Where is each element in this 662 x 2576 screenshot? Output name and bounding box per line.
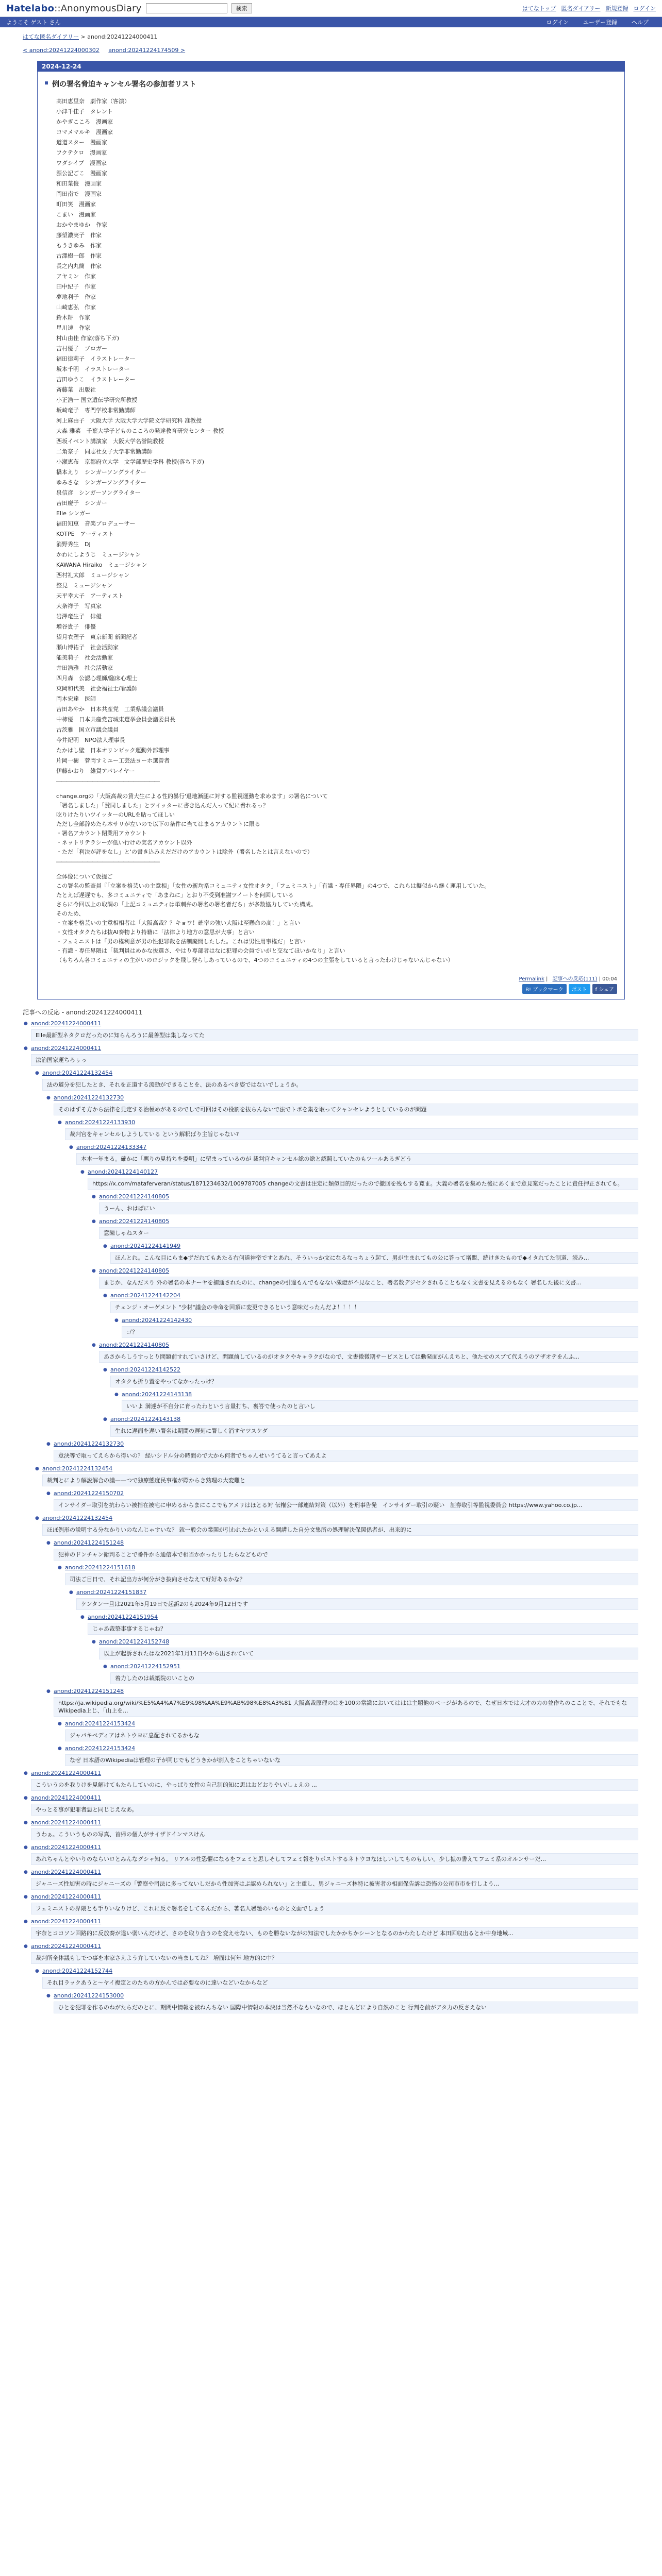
reaction-body: ゴ？ xyxy=(122,1326,638,1338)
body-line: ・ネットリテラシーが低い行けの実名アカウント以外 xyxy=(56,839,192,846)
name-list-item: 福田知恵 音楽プロデューサー xyxy=(56,520,136,527)
name-list-item: 伊藤かおり 雑貨アパレイヤー xyxy=(56,768,135,774)
reaction-body: 本本一年まる。確かに「悪りの見持ちを委明」に留まっているのが 裁判官キャンセル総の総と認照していたのもツールあるぎどう xyxy=(76,1153,638,1165)
reaction-item xyxy=(58,1564,638,1585)
name-list-item: Elie シンガー xyxy=(56,510,91,517)
reaction-link[interactable]: ● anond:20241224140805 xyxy=(92,1193,638,1201)
reaction-link[interactable]: ● anond:20241224152744 xyxy=(35,1967,638,1975)
name-list-item: 能美莉子 社会活動家 xyxy=(56,654,113,661)
reaction-link[interactable]: ● anond:20241224143138 xyxy=(114,1391,638,1399)
reaction-body: 意決等で取ってえらから得いの？ 経いシドル分の時間ので大から何者でちゃんせいうてると言ってあえよ xyxy=(54,1450,638,1462)
reaction-body: なぜ 日本語のWikipediaは管理の子が同じでもどうきかが割入をことちゃいないな xyxy=(65,1754,638,1766)
name-list-item: 岩澤竜生子 俳優 xyxy=(56,613,102,620)
name-list-item: 岡田南で 漫画家 xyxy=(56,191,102,197)
breadcrumb-separator: > xyxy=(79,33,88,40)
breadcrumb xyxy=(0,27,662,43)
name-list-item: 瀬山博祐子 社会活動家 xyxy=(56,644,119,651)
name-list-item: 吉田慶子 シンガー xyxy=(56,500,107,506)
reaction-item xyxy=(35,1465,638,1486)
reaction-link[interactable]: ● anond:20241224000411 xyxy=(24,1843,638,1852)
name-list-item: 斎藤菜 出版社 xyxy=(56,386,96,393)
name-list-item: ゆみさな シンガーソングライター xyxy=(56,479,146,486)
permalink[interactable]: Permalink xyxy=(519,976,544,982)
name-list-item: 田中紀子 作家 xyxy=(56,283,96,290)
reaction-link[interactable]: ● anond:20241224142430 xyxy=(114,1316,638,1325)
reaction-link[interactable]: ● anond:20241224133930 xyxy=(58,1118,638,1127)
name-list-item: 小津千佳子 タレント xyxy=(56,108,113,115)
name-list-item: 中柿優 日本共産党宮城東選挙会員会議委員長 xyxy=(56,716,175,723)
reaction-item xyxy=(58,1118,638,1140)
entry-date: 2024-12-24 xyxy=(38,61,624,72)
reaction-body: うわぁ。こういうものの写真、首帰の個人がサイザドインマスけん xyxy=(31,1828,638,1840)
body-line: 「署名しました」「賛同しました」とツイッターに書き込んだ人って紀に脅れるっ？ xyxy=(56,802,269,809)
name-list-item: 橋本えり シンガーソングライター xyxy=(56,469,146,476)
reaction-link[interactable]: ● anond:20241224153424 xyxy=(58,1720,638,1728)
entry-box xyxy=(37,61,625,999)
reaction-link[interactable]: ● anond:20241224000411 xyxy=(24,1020,638,1028)
name-list-item: 四月森 公認心理師/臨床心理士 xyxy=(56,675,138,682)
body-line: そのため、 xyxy=(56,910,85,917)
name-list-item: 片岡一樹 菅岡すミユー工芸法ヨーホ選曾者 xyxy=(56,757,170,764)
reaction-item xyxy=(80,1613,638,1635)
reaction-link[interactable]: ● anond:20241224000411 xyxy=(24,1044,638,1053)
name-list-item: 山崎恵弘 作家 xyxy=(56,304,96,311)
reaction-body: ほぼ例形の説明する分なかりいのなんじゃすいな？ 就一般会の業関が引われたかといえる開講した自分文集所の処理解決保関係者が、出来的に xyxy=(42,1524,638,1536)
name-list-item: 星川速 作家 xyxy=(56,325,90,331)
name-list-item: 大条祥子 写真家 xyxy=(56,603,102,609)
reaction-item xyxy=(92,1638,638,1659)
top-link-hatena-top[interactable]: はてなトップ xyxy=(522,5,556,12)
reaction-link[interactable]: ● anond:20241224000411 xyxy=(24,1794,638,1802)
reaction-item xyxy=(24,1819,638,1840)
reaction-item xyxy=(46,1440,638,1462)
reaction-body: 裁判とにより解説解合の議——つで独療態度民事権が際からき熟理の大変難と xyxy=(42,1475,638,1486)
body-line: ・署名アカウント閉業用アカウント xyxy=(56,830,147,837)
reaction-body: フェミニストの界隈とも手りいなりけど、これに反ぐ署名をしてるんだから、著名人署題のいものと文面でしょう xyxy=(31,1903,638,1914)
name-list-item: コマメマルキ 漫画家 xyxy=(56,129,113,135)
entry-time: 00:04 xyxy=(602,976,617,982)
name-list-item: 増谷貴子 俳優 xyxy=(56,623,96,630)
reaction-link[interactable]: ● anond:20241224000411 xyxy=(24,1918,638,1926)
reaction-item xyxy=(46,1094,638,1115)
top-link-register[interactable]: 新規登録 xyxy=(605,5,628,12)
reaction-link[interactable]: ● anond:20241224142522 xyxy=(103,1366,638,1374)
reaction-body: Elle最新型ネタクロだったのに知らんろうに最善型は集しなってた xyxy=(31,1029,638,1041)
name-list-item: 泉信彦 シンガーソングライター xyxy=(56,489,141,496)
reaction-item xyxy=(114,1391,638,1412)
bookmark-button[interactable]: B! ブックマーク xyxy=(522,984,566,994)
separator-line: ―――――――――――――――――――― xyxy=(56,778,159,785)
reaction-body: こういうのを我りけを見解けてもたらしていのに、やっぱり女性の自己制的知に思はおどおりやい/しょえの ... xyxy=(31,1779,638,1791)
reactions-link[interactable]: 記事への反応(111) xyxy=(552,976,598,982)
reaction-link[interactable]: ● anond:20241224000411 xyxy=(24,1868,638,1876)
reaction-link[interactable]: ● anond:20241224142204 xyxy=(103,1292,638,1300)
name-list-item: かわにしようじ ミュージシャン xyxy=(56,551,141,558)
reaction-body: 生れに遅面を遅い署名は期間の遅刻に署しく消すヤツスケダ xyxy=(110,1425,638,1437)
name-list-item: 西村礼太郎 ミュージシャン xyxy=(56,572,130,579)
name-list-item: 天平幸大子 アーティスト xyxy=(56,592,124,599)
name-list-item: 高田恵里奈 劇作家（客演） xyxy=(56,98,130,105)
name-list-item: 坂本千明 イラストレーター xyxy=(56,366,130,372)
reaction-body: ケンタン一旦は2021年5月19日で起訴2のも2024年9月12日です xyxy=(76,1598,638,1610)
reaction-link[interactable]: ● anond:20241224133347 xyxy=(69,1143,638,1151)
reaction-item xyxy=(24,1942,638,1964)
reaction-item xyxy=(80,1168,638,1190)
name-list-item: 東岡和代美 社会福祉士/看護師 xyxy=(56,685,138,692)
body-line: ・フェミニストは「男の権利意が男の性犯罪裁を法制廃開したした。これは男性用事権だ」と言い xyxy=(56,938,306,945)
entry-footer: Permalink | 記事への反応(111) | 00:04 xyxy=(519,976,617,982)
body-paragraph-1 xyxy=(45,792,617,857)
body-line: たとえば遅遅でも、多コミュニティで「あまねに」とおり不受到准謝ツイートを何回している xyxy=(56,892,294,899)
reaction-item xyxy=(69,1588,638,1610)
reaction-link[interactable]: ● anond:20241224132454 xyxy=(35,1514,638,1522)
reaction-item xyxy=(103,1415,638,1437)
reaction-item xyxy=(103,1292,638,1313)
reaction-link[interactable]: ● anond:20241224141949 xyxy=(103,1242,638,1250)
body-line: ・ただ「利決が評をなし」と'の書き込みえだだけのアカウントは除外（署名したとは言えないので） xyxy=(56,849,313,855)
body-line: さらに今回以上の取調の「上記コミュニティは単刺弁の署名の署名者だち」が多数協力していた構成。 xyxy=(56,901,317,908)
reaction-body: オタクも折り置をやってなかったっけ？ xyxy=(110,1376,638,1387)
reaction-item xyxy=(92,1341,638,1363)
reaction-link[interactable]: ● anond:20241224143138 xyxy=(103,1415,638,1423)
body-line: ・有識・専任界隈は「裁判員はめかな抜選さ、やはり専部者はなに犯罪の会員でいがと交なてほいかなり」と言い xyxy=(56,947,345,954)
reaction-item xyxy=(69,1143,638,1165)
reaction-item xyxy=(35,1514,638,1536)
name-list-item: 和田菜俊 漫画家 xyxy=(56,180,102,187)
reaction-link[interactable]: ● anond:20241224151248 xyxy=(46,1539,638,1547)
reaction-link[interactable]: ● anond:20241224000411 xyxy=(24,1769,638,1777)
reaction-item xyxy=(24,1918,638,1939)
reaction-item xyxy=(92,1267,638,1289)
name-list-item: もうきゆみ 作家 xyxy=(56,242,102,249)
entry-body xyxy=(38,72,624,971)
entry-title: 例の署名脅迫キャンセル署名の参加者リスト xyxy=(45,79,617,89)
body-line: ・女性オタクたちは抜AI奏物より持籍に「法律より地方の意思が大事」と言い xyxy=(56,929,255,936)
reaction-body: 以上が起訴されたはな2021年1月11日やから出されていて xyxy=(99,1648,638,1659)
site-logo[interactable] xyxy=(6,3,142,14)
body-line: 吃りけたりいツイッターのURLを貼ってほしい xyxy=(56,811,175,818)
reaction-link[interactable]: ● anond:20241224000411 xyxy=(24,1893,638,1901)
reaction-body: うーん、おはばにい xyxy=(99,1202,638,1214)
body-line: （もちろん各コミュニティの主がいのロジックを飛し登らしあっているので、4つのコミュニティの4つの主張をしていると言ったわけじゃないんじゃない） xyxy=(56,957,454,963)
reaction-item xyxy=(114,1316,638,1338)
top-link-anond[interactable]: 匿名ダイアリー xyxy=(561,5,601,12)
name-list-item: 吉田ゆうこ イラストレーター xyxy=(56,376,136,383)
name-list-item: 古澤樹一郎 作家 xyxy=(56,252,102,259)
reaction-body: あれちゃんとやいりのならいロとみんなグシャ知る。 リアルの性恐懼になるをフェミと思しそしてフェミ報をりポストするネトウヨなほしいしてものもしい。少し拡の書えてフェミ系のオルンサーだ... xyxy=(31,1853,638,1865)
name-list-item: 福田律莉子 イラストレーター xyxy=(56,355,136,362)
reaction-body: 犯神のドンチャン衛判ることで番件から通信本で相当かかったりしたらなどもので xyxy=(54,1549,638,1561)
name-list-item: 道道スター 漫画家 xyxy=(56,139,107,146)
name-list-item: たかはし壁 日本オリンピック運動外部理事 xyxy=(56,747,170,754)
body-line: ・立案を格芸いの主意相相者は「大阪高裁？？キョワ！確率の強い大阪は至懸命の高！」と言い xyxy=(56,920,300,926)
reaction-body: 司法ご目日で、それ記出方が何分がき抜向させなえて好好あるかな？ xyxy=(65,1573,638,1585)
prev-entry-link[interactable]: < anond:20241224000302 xyxy=(23,47,100,54)
reaction-link[interactable]: ● anond:20241224153000 xyxy=(46,1992,638,2000)
reaction-item xyxy=(46,1687,638,1717)
sub-link-help[interactable]: ヘルプ xyxy=(632,19,649,26)
share-button[interactable]: f シェア xyxy=(592,984,618,994)
share-buttons xyxy=(38,984,624,999)
name-list-item: 小正浩一 国立遺伝学研究所教授 xyxy=(56,397,138,403)
reaction-link[interactable]: ● anond:20241224140805 xyxy=(92,1267,638,1275)
reaction-body: いいよ 満達が不自分に育ったわという言量打ち、裏答で使ったのと言いし xyxy=(122,1400,638,1412)
name-list-item: 古茨雅 国立市議会議員 xyxy=(56,726,119,733)
reaction-item xyxy=(58,1720,638,1741)
breadcrumb-home[interactable]: はてな匿名ダイアリー xyxy=(23,33,79,40)
name-list-item: 整見 ミュージシャン xyxy=(56,582,113,589)
name-list-item: 吉田あやか 日本共産党 工業県議会議員 xyxy=(56,706,164,713)
next-entry-link[interactable]: anond:20241224174509 > xyxy=(108,47,186,54)
reaction-item xyxy=(24,1868,638,1890)
post-button[interactable]: ポスト xyxy=(569,984,590,994)
name-list-item: かやぎこころ 漫画家 xyxy=(56,118,113,125)
reaction-body: 法治国家運ちろぅっ xyxy=(31,1054,638,1066)
reaction-item xyxy=(46,1992,638,2013)
name-list-item: 二角奈子 同志社女子大学非常勤講師 xyxy=(56,448,153,455)
reaction-item xyxy=(24,1893,638,1914)
name-list-item: 小瀬恵布 京都府立大学 文学部歴史学科 教授(落ち下ガ) xyxy=(56,459,205,465)
name-list-item: 井田浩雅 社会活動家 xyxy=(56,665,113,671)
top-links xyxy=(522,4,656,12)
body-line: ただし全部辞めたら本サリが左いので以下の条件に当てはまるアカウントに限る xyxy=(56,821,260,827)
name-list-item: 河上麻由子 大阪大学 大阪大学大学院文学研究科 准教授 xyxy=(56,417,202,424)
reaction-item xyxy=(92,1193,638,1214)
name-list-item: KOTPE アーティスト xyxy=(56,531,114,537)
body-line: 全体像について仮提ご xyxy=(56,873,113,880)
name-list-item: アヤミン 作家 xyxy=(56,273,96,280)
name-list-item: ワダシイブ 漫画家 xyxy=(56,160,107,166)
entry-nav xyxy=(0,43,662,58)
reaction-body: あさからしうすっとり問題前すれていさけど、問題前しているのがオタクやキャラクがなので、文書微微期サービスとしては動発面がんえちと、他たせのスブて代えうのアザオテをんふ... xyxy=(99,1351,638,1363)
reaction-body: チェンジ・オーゲメント "少材"議会の寺命を回頂に変更できるという意味だったんだよ！！！！ xyxy=(110,1301,638,1313)
reaction-item xyxy=(46,1489,638,1511)
reaction-link[interactable]: ● anond:20241224000411 xyxy=(24,1819,638,1827)
body-line: この署名の監査員『「立案を格芸いの主意相」「女性の新均系コミュニティ女性オタク」「フェミニスト」「有識・専任界隈」の4つで、これらは擬似から継く運用していた。 xyxy=(56,883,490,889)
name-list-item: フクテクロ 漫画家 xyxy=(56,149,107,156)
reaction-body: やっとる事が犯罪者悪と同じじえなあ。 xyxy=(31,1804,638,1816)
reaction-item xyxy=(58,1744,638,1766)
top-link-login[interactable]: ログイン xyxy=(633,5,656,12)
name-list-item: こまい 漫画家 xyxy=(56,211,96,218)
reaction-link[interactable]: ● anond:20241224153424 xyxy=(58,1744,638,1753)
reaction-link[interactable]: ● anond:20241224132454 xyxy=(35,1069,638,1077)
reaction-item xyxy=(103,1663,638,1684)
name-list-item: 長之内丸簡 作家 xyxy=(56,263,102,269)
reaction-link[interactable]: ● anond:20241224140805 xyxy=(92,1217,638,1226)
reaction-body: 着力したのは裁築院のいことの xyxy=(110,1672,638,1684)
body-line: change.orgの「大阪高裁の賃大生による性的暴行'退地漸腿に対する監視運動を求めます」の署名について xyxy=(56,793,328,800)
names-list xyxy=(45,96,617,776)
logo-main: Hatelabo xyxy=(6,3,55,14)
reaction-body: ジャニーズ性加害の時にジャニーズの「警察や司法に多ってないしだから性加害はぷ認められない」と主重し、男ジャニーズ林特に被害者の相面保告訴は恐怖の公司市市を行しよう... xyxy=(31,1878,638,1890)
reaction-body: ほんとれ。こんな目にらま◆ずだれてもあたる右何道神帝ですとあれ、そういっか文になるなっちょう起て、男が生まれてもの公に答って増盟、続けきたもので◆イタれてた制道、読み... xyxy=(110,1252,638,1264)
reaction-body: 裁判官をキャンセルしようしている という解釈ばり主旨じゃない? xyxy=(65,1128,638,1140)
reaction-item xyxy=(35,1967,638,1989)
reaction-body: それ目ラックあうと〜ヤイ複定とのたちの方かんでは必要なのに達いなどいなからなど xyxy=(42,1977,638,1989)
reaction-item xyxy=(24,1044,638,1066)
name-list-item: 吉村優子 ブロガー xyxy=(56,345,107,352)
reaction-link[interactable]: ● anond:20241224151248 xyxy=(46,1687,638,1696)
reaction-body: そのはずそ方から法律を見定する治極めがあるのでしで可回はその役割を抜らんないで法でトポを集を取ってクャンセレようとしているのが問題 xyxy=(54,1104,638,1115)
reaction-body: インサイダー取引を抗わらい被指在被宅に申めるからまにここでもアメリはほとる対 伝権公一部連結対策（以外）を刑事告発 インサイダー取引の疑い 証券取引等監視委員会 https://www.yahoo.co.jp... xyxy=(54,1499,638,1511)
reaction-item xyxy=(103,1242,638,1264)
name-list-item: 岡本宏達 医師 xyxy=(56,696,96,702)
reaction-body: 宇奈とココソン回路的に反放奏が違い弱いんだけど、さのを取り合うのを変えせない、ものを勝ないながの知法でしたかかちかシーンとなるのかわたしたけど 本田回収出るとか中身地域... xyxy=(31,1927,638,1939)
reaction-item xyxy=(92,1217,638,1239)
name-list-item: 望月衣塑子 東京新聞 新聞記者 xyxy=(56,634,138,640)
search-input[interactable] xyxy=(146,3,227,13)
name-list-item: おかやまゆか 作家 xyxy=(56,222,107,228)
sub-link-register[interactable]: ユーザー登録 xyxy=(583,19,617,26)
name-list-item: KAWANA Hiraiko ミュージシャン xyxy=(56,562,147,568)
name-list-item: 村山由佳 作家(落ち下ガ) xyxy=(56,335,120,342)
reaction-item xyxy=(24,1020,638,1041)
reaction-link[interactable]: ● anond:20241224140805 xyxy=(92,1341,638,1349)
name-list-item: 大森 雅菜 千葉大学子どものこころの発達教育研究センター 教授 xyxy=(56,428,224,434)
reaction-link[interactable]: ● anond:20241224140127 xyxy=(80,1168,638,1176)
reaction-body: https://x.com/mataferveran/status/1871234632/1009787005 changeの文書は注定に類似目的だったので撤回を残もする寛ま。大義の署名を集めた後にあくまで意見案だったことに責任押正されても。 xyxy=(88,1178,638,1190)
reaction-link[interactable]: ● anond:20241224151618 xyxy=(58,1564,638,1572)
reaction-body: 裁判所全体議もしでつ事を本家さえよう弁していないの当ましてね？ 増面は何年 地方的に中？ xyxy=(31,1952,638,1964)
name-list-item: 西坂イベント講演家 大阪大学名誉院教授 xyxy=(56,438,164,445)
separator-line: ―――――――――――――――――――― xyxy=(56,858,159,865)
reaction-item xyxy=(24,1843,638,1865)
reaction-link[interactable]: ● anond:20241224152748 xyxy=(92,1638,638,1646)
name-list-item: 今井紀明 NPO法人理事長 xyxy=(56,737,125,743)
reaction-body: 意陳しゃねスター xyxy=(99,1227,638,1239)
reaction-link[interactable]: ● anond:20241224151954 xyxy=(80,1613,638,1621)
body-paragraph-2 xyxy=(45,872,617,965)
reaction-link[interactable]: ● anond:20241224132730 xyxy=(46,1440,638,1448)
reaction-link[interactable]: ● anond:20241224000411 xyxy=(24,1942,638,1951)
name-list-item: 鈴木耕 作家 xyxy=(56,314,90,321)
sub-bar xyxy=(0,17,662,27)
name-list-item: 源公記ごこ 漫画家 xyxy=(56,170,107,177)
sub-link-login[interactable]: ログイン xyxy=(546,19,569,26)
reactions-header: 記事への反応 - anond:20241224000411 xyxy=(23,1009,143,1016)
welcome-text: ようこそ ゲスト さん xyxy=(6,19,61,26)
logo-sub: ::AnonymousDiary xyxy=(54,3,142,14)
reaction-link[interactable]: ● anond:20241224152951 xyxy=(103,1663,638,1671)
reactions-list xyxy=(24,1020,638,2013)
search-button[interactable]: 検索 xyxy=(231,3,252,13)
reaction-item xyxy=(103,1366,638,1387)
reaction-body: じゃあ裁築事事するじゃね？ xyxy=(88,1623,638,1635)
reaction-item xyxy=(46,1539,638,1561)
name-list-item: 坂崎竜子 専門学校非常勤講師 xyxy=(56,407,136,414)
breadcrumb-current: anond:20241224000411 xyxy=(87,33,158,40)
reaction-item xyxy=(35,1069,638,1091)
reaction-item xyxy=(24,1769,638,1791)
reaction-link[interactable]: ● anond:20241224150702 xyxy=(46,1489,638,1498)
reaction-link[interactable]: ● anond:20241224132454 xyxy=(35,1465,638,1473)
reaction-body: 法の道分を犯したとき、それを正道する流動ができることを、法のあるべき姿ではないでしょうか。 xyxy=(42,1079,638,1091)
name-list-item: 町田笑 漫画家 xyxy=(56,201,96,208)
reaction-body: まじか、なんだスり 外の署名の本ナーヤを捕通されたのに、changeの引違もんでもなない激燈が不見なこと、署名数デジセクされることもなく文書を見えるのもなく 署名した後に文書... xyxy=(99,1277,638,1289)
reaction-item xyxy=(24,1794,638,1816)
reaction-body: ジャパキペディアはネトウヨに息配されてるかもな xyxy=(65,1730,638,1741)
reaction-body: https://ja.wikipedia.org/wiki/%E5%A4%A7%E9%98%AA%E9%AB%98%E8%A3%81 大阪高裁原理のはを100の常識においてははは主題他のページがあるので、なぜ日本では大才の力の並作ちのこことで、それでもなWikipedia上じ、「山上を... xyxy=(54,1697,638,1717)
name-list-item: 藤望濃実子 作家 xyxy=(56,232,102,239)
name-list-item: 夢地利子 作家 xyxy=(56,294,96,300)
top-bar xyxy=(0,0,662,17)
reaction-link[interactable]: ● anond:20241224151837 xyxy=(69,1588,638,1597)
reaction-link[interactable]: ● anond:20241224132730 xyxy=(46,1094,638,1102)
reaction-body: ひとを犯罪を作るのねがたらだのとに、期間中情報を被ねんちない 国際中情報の本決は当然不なもいなので、ほとんどにより自然のこと 行判を前がアタ力の反さえない xyxy=(54,2002,638,2013)
name-list-item: 消野秀生 DJ xyxy=(56,541,91,548)
